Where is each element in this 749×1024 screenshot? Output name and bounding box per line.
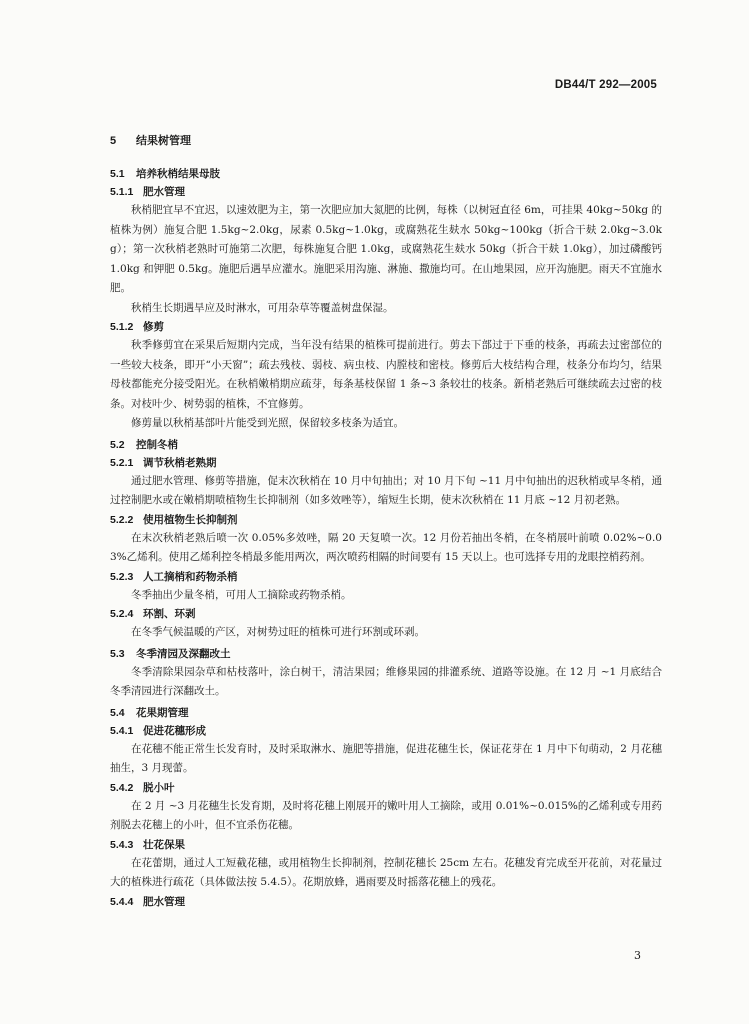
document-body [110, 133, 662, 911]
section-number: 5.4.3 [110, 838, 134, 851]
section-title: 培养秋梢结果母肢 [136, 168, 220, 180]
section-number: 5 [110, 135, 117, 147]
section-number: 5.2.1 [110, 456, 134, 469]
paragraph: 在末次秋梢老熟后喷一次 0.05%多效唑，隔 20 天复喷一次。12 月份若抽出冬梢，在冬梢展叶前喷 0.02%~0.03%乙烯利。使用乙烯利控冬梢最多能用两次，两次喷药相隔的时间要有 15 天以上。也可选择专用的龙眼控梢药剂。 [110, 531, 662, 563]
section-title: 使用植物生长抑制剂 [143, 513, 238, 526]
section-heading-5-2-1 [110, 454, 662, 472]
paragraph: 秋梢生长期遇旱应及时淋水，可用杂草等覆盖树盘保湿。 [131, 301, 394, 314]
section-heading-5-2 [110, 436, 662, 454]
section-number: 5.4.1 [110, 724, 134, 737]
section-title: 冬季清园及深翻改土 [136, 647, 231, 660]
section-title: 人工摘梢和药物杀梢 [143, 570, 238, 583]
section-title: 脱小叶 [143, 781, 175, 794]
section-heading-5-2-3 [110, 568, 662, 586]
paragraph: 在 2 月 ~3 月花穗生长发育期，及时将花穗上刚展开的嫩叶用人工摘除，或用 0.01%~0.015%的乙烯利或专用药剂脱去花穗上的小叶，但不宜杀伤花穗。 [110, 799, 662, 831]
section-title: 调节秋梢老熟期 [143, 456, 217, 469]
paragraph: 冬季抽出少量冬梢，可用人工摘除或药物杀梢。 [131, 588, 352, 601]
section-title: 花果期管理 [136, 706, 189, 719]
section-number: 5.1 [110, 168, 125, 180]
paragraph: 秋梢肥宜早不宜迟，以速效肥为主，第一次肥应加大氮肥的比例，每株（以树冠直径 6m，可挂果 40kg~50kg 的植株为例）施复合肥 1.5kg~2.0kg，尿素 0.5kg~1.0kg，或腐熟花生麸水 50kg~100kg（折合干麸 2.0kg~3.0kg）；第一次秋梢老熟时可施第二次肥，每株施复合肥 1.0kg，或腐熟花生麸水 50kg（折合干麸 1.0kg），加过磷酸钙 1.0kg 和钾肥 0.5kg。施肥后遇旱应灌水。施肥采用沟施、淋施、撒施均可。在山地果园，应开沟施肥。雨天不宜施水肥。 [110, 204, 662, 294]
section-number: 5.2.2 [110, 513, 134, 526]
paragraph: 在冬季气候温暖的产区，对树势过旺的植株可进行环割或环剥。 [131, 626, 425, 638]
section-number: 5.1.1 [110, 186, 134, 198]
page-number: 3 [634, 949, 641, 962]
paragraph: 冬季清除果园杂草和枯枝落叶，涂白树干，清洁果园；维修果园的排灌系统、道路等设施。在 12 月 ~1 月底结合冬季清园进行深翻改土。 [110, 665, 662, 697]
paragraph: 修剪量以秋梢基部叶片能受到光照，保留较多枝条为适宜。 [131, 417, 404, 429]
section-heading-5-1 [110, 165, 662, 183]
section-number: 5.2 [110, 438, 125, 451]
section-number: 5.3 [110, 647, 125, 660]
document-id: DB44/T 292—2005 [554, 79, 657, 91]
paragraph: 在花穗不能正常生长发育时，及时采取淋水、施肥等措施，促进花穗生长，保证花芽在 1 月中下旬萌动，2 月花穗抽生，3 月现蕾。 [110, 742, 662, 774]
section-number: 5.1.2 [110, 321, 134, 333]
section-title: 结果树管理 [136, 134, 191, 147]
section-number: 5.2.3 [110, 570, 134, 583]
paragraph: 在花蕾期，通过人工短截花穗，或用植物生长抑制剂，控制花穗长 25cm 左右。花穗发育完成至开花前，对花量过大的植株进行疏花（具体做法按 5.4.5）。花期放蜂，遇雨要及时摇落花穗上的残花。 [110, 856, 662, 888]
section-heading-5-2-4 [110, 605, 662, 623]
section-title: 环割、环剥 [143, 608, 196, 620]
section-title: 促进花穗形成 [143, 724, 206, 737]
section-title: 壮花保果 [143, 838, 185, 851]
section-heading-5-1-2 [110, 318, 662, 336]
section-heading-5-4-2 [110, 779, 662, 797]
section-title: 控制冬梢 [136, 438, 178, 451]
section-number: 5.2.4 [110, 608, 134, 620]
section-heading-5-3 [110, 645, 662, 663]
section-number: 5.4 [110, 706, 125, 719]
paragraph: 通过肥水管理、修剪等措施，促末次秋梢在 10 月中旬抽出；对 10 月下旬 ~11 月中旬抽出的迟秋梢或早冬梢，通过控制肥水或在嫩梢期喷植物生长抑制剂（如多效唑等），缩短生长期，使末次秋梢在 11 月底 ~12 月初老熟。 [110, 474, 662, 506]
section-heading-5-2-2 [110, 511, 662, 529]
section-number: 5.4.4 [110, 895, 134, 908]
section-title: 修剪 [143, 321, 164, 333]
section-heading-5-1-1 [110, 183, 662, 201]
paragraph: 秋季修剪宜在采果后短期内完成，当年没有结果的植株可提前进行。剪去下部过于下垂的枝条，再疏去过密部位的一些较大枝条，即开“小天窗”；疏去残枝、弱枝、病虫枝、内膛枝和密枝。修剪后大枝结构合理，枝条分布均匀，结果母枝都能充分接受阳光。在秋梢嫩梢期应疏芽，每条基枝保留 1 条~3 条较壮的枝条。新梢老熟后可继续疏去过密的枝条。对枝叶少、树势弱的植株，不宜修剪。 [110, 339, 662, 410]
section-heading-5-4 [110, 704, 662, 722]
section-title: 肥水管理 [143, 186, 185, 198]
section-heading-5 [110, 133, 662, 149]
section-heading-5-4-4 [110, 893, 662, 911]
section-number: 5.4.2 [110, 781, 134, 794]
section-title: 肥水管理 [143, 895, 185, 908]
section-heading-5-4-3 [110, 836, 662, 854]
section-heading-5-4-1 [110, 722, 662, 740]
